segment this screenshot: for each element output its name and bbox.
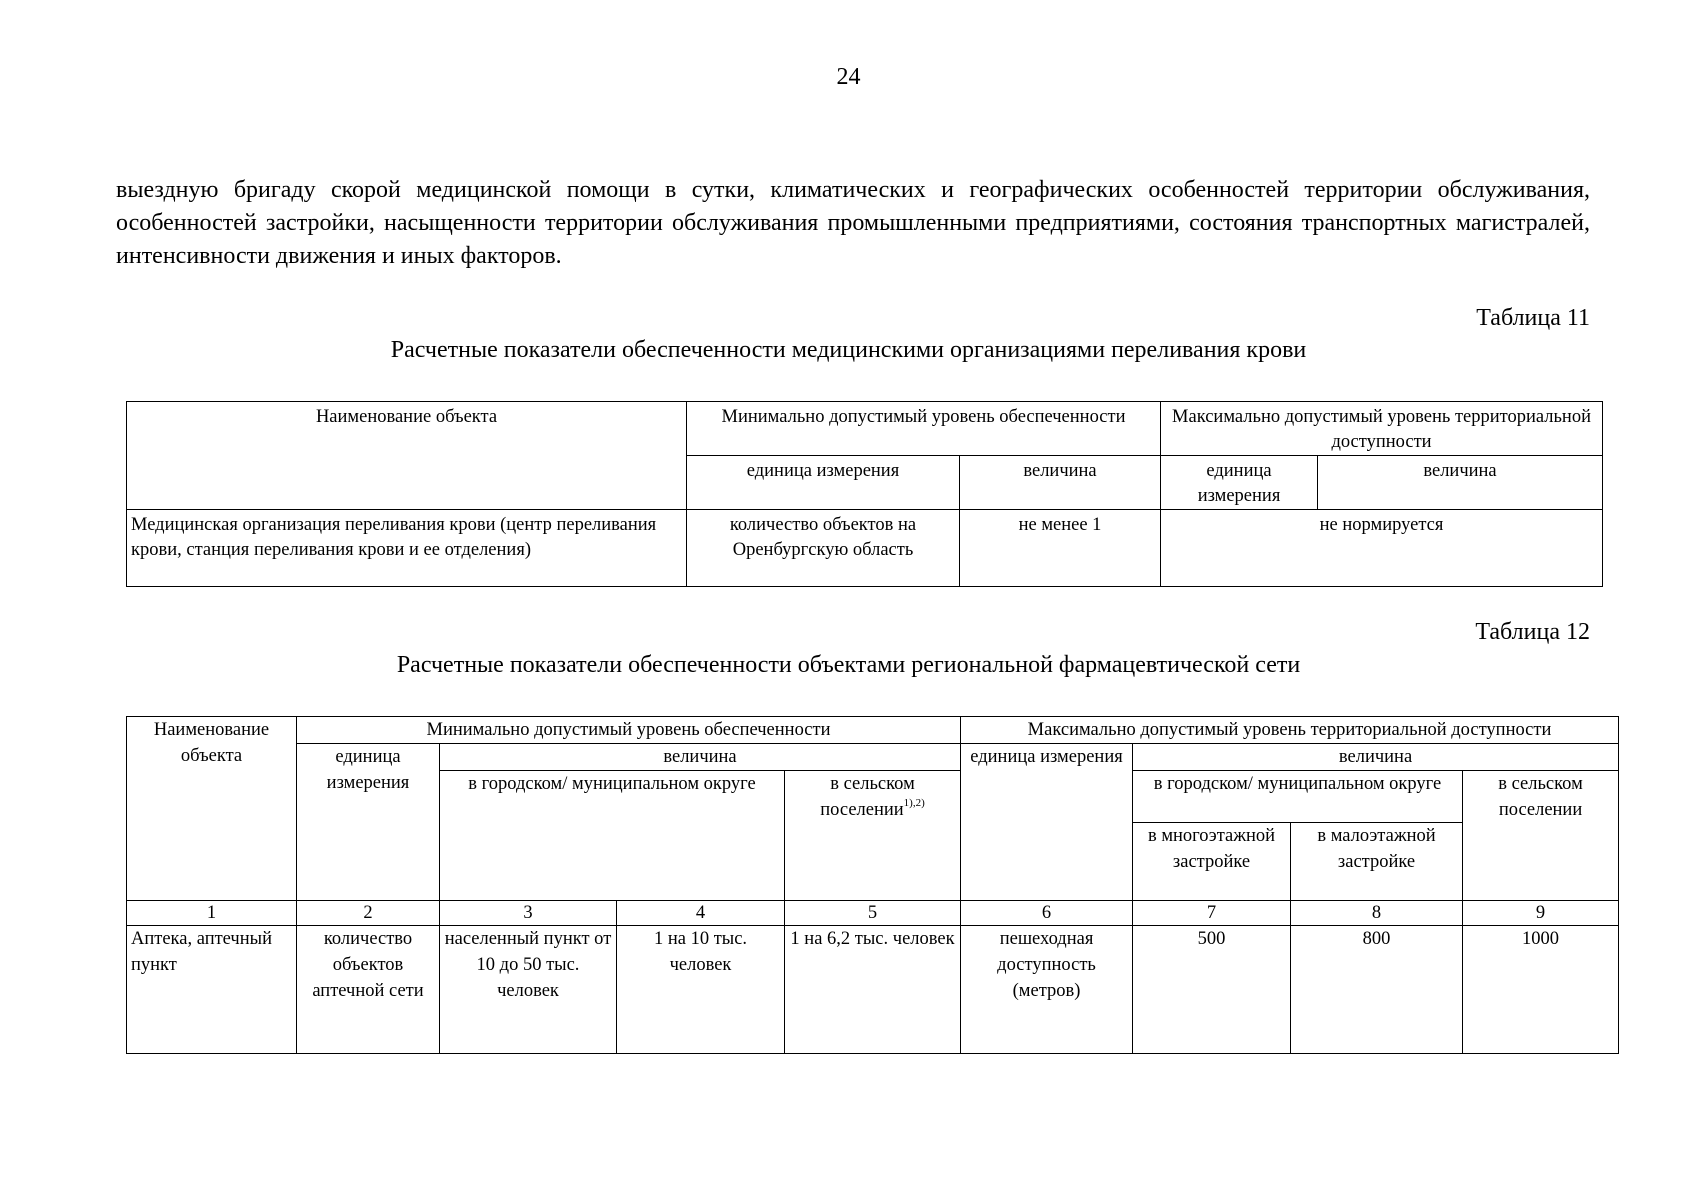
- cell-c2: количество объектов аптечной сети: [297, 926, 440, 1054]
- header-multi-storey: в многоэтажной застройке: [1133, 823, 1291, 901]
- footnote-ref: 1),2): [903, 797, 925, 809]
- column-number: 6: [961, 901, 1133, 926]
- header-max-unit: единица измерения: [961, 744, 1133, 901]
- column-number: 7: [1133, 901, 1291, 926]
- table-12: [126, 716, 1619, 1054]
- header-max-rural: в сельском поселении: [1463, 771, 1619, 901]
- column-number: 1: [127, 901, 297, 926]
- body-paragraph: выездную бригаду скорой медицинской помощи в сутки, климатических и географических особенностей территории обслуживания, особенностей застройки, насыщенности территории обслуживания промышленными предприятиями, состояния транспортных магистралей, интенсивности движения и иных факторов.: [116, 177, 1590, 269]
- cell-c6: пешеходная доступность (метров): [961, 926, 1133, 1054]
- header-max-level: Максимально допустимый уровень территориальной доступности: [961, 717, 1619, 744]
- header-min-unit: единица измерения: [297, 744, 440, 901]
- column-number: 3: [440, 901, 617, 926]
- column-number: 9: [1463, 901, 1619, 926]
- cell-c5: 1 на 6,2 тыс. человек: [785, 926, 961, 1054]
- cell-c3: населенный пункт от 10 до 50 тыс. человек: [440, 926, 617, 1054]
- header-max-level: Максимально допустимый уровень территориальной доступности: [1161, 402, 1603, 456]
- column-number: 2: [297, 901, 440, 926]
- header-max-unit: единица измерения: [1161, 456, 1318, 510]
- cell-c7: 500: [1133, 926, 1291, 1054]
- cell-max: не нормируется: [1161, 510, 1603, 587]
- table-11: [126, 401, 1603, 587]
- cell-min-unit: количество объектов на Оренбургскую область: [687, 510, 960, 587]
- header-min-value: величина: [440, 744, 961, 771]
- column-number: 8: [1291, 901, 1463, 926]
- cell-c1: Аптека, аптечный пункт: [127, 926, 297, 1054]
- cell-c4: 1 на 10 тыс. человек: [617, 926, 785, 1054]
- header-min-rural-text: в сельском поселении: [820, 774, 915, 820]
- header-max-value: величина: [1133, 744, 1619, 771]
- cell-min-value: не менее 1: [960, 510, 1161, 587]
- header-name: Наименование объекта: [127, 717, 297, 901]
- column-number: 4: [617, 901, 785, 926]
- cell-c9: 1000: [1463, 926, 1619, 1054]
- cell-name: Медицинская организация переливания крови (центр переливания крови, станция переливания крови и ее отделения): [127, 510, 687, 587]
- column-number: 5: [785, 901, 961, 926]
- page-number: 24: [836, 64, 861, 90]
- header-max-urban: в городском/ муниципальном округе: [1133, 771, 1463, 823]
- header-min-unit: единица измерения: [687, 456, 960, 510]
- table-12-title: Расчетные показатели обеспеченности объектами региональной фармацевтической сети: [396, 652, 1301, 678]
- header-min-urban: в городском/ муниципальном округе: [440, 771, 785, 901]
- header-min-level: Минимально допустимый уровень обеспеченности: [297, 717, 961, 744]
- header-name: Наименование объекта: [127, 402, 687, 510]
- table-11-title: Расчетные показатели обеспеченности медицинскими организациями переливания крови: [390, 337, 1307, 363]
- header-min-rural: [785, 771, 961, 901]
- header-min-value: величина: [960, 456, 1161, 510]
- cell-c8: 800: [1291, 926, 1463, 1054]
- header-low-rise: в малоэтажной застройке: [1291, 823, 1463, 901]
- header-min-level: Минимально допустимый уровень обеспеченности: [687, 402, 1161, 456]
- header-max-value: величина: [1318, 456, 1603, 510]
- table-12-label: Таблица 12: [1475, 619, 1590, 645]
- table-11-label: Таблица 11: [1476, 305, 1590, 331]
